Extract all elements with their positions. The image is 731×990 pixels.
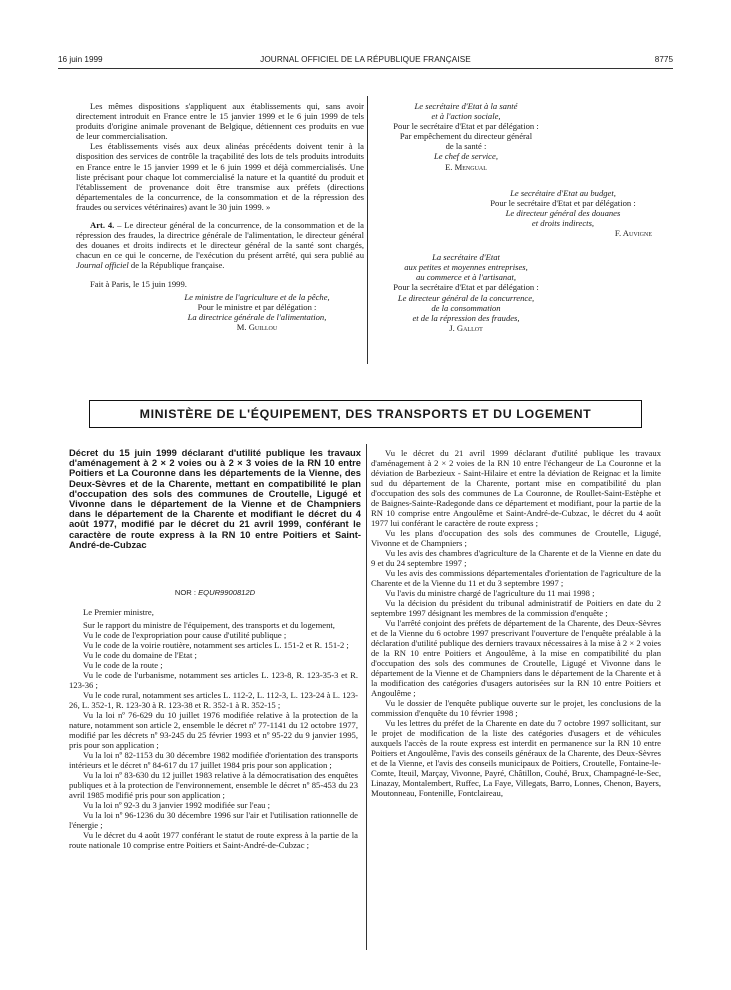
paragraph: Sur le rapport du ministre de l'équipement, des transports et du logement, [83, 620, 335, 630]
signature-line: Pour le secrétaire d'Etat et par délégation : [490, 197, 636, 208]
signature-line: Le secrétaire d'Etat à la santé [414, 101, 518, 111]
signatory-name: J. Gallot [449, 322, 483, 333]
paragraph: Vu le code du domaine de l'Etat ; [83, 650, 197, 660]
nor-label: NOR : [174, 588, 199, 597]
signatory-name: F. Auvigne [614, 228, 652, 239]
fait-a-paris: Fait à Paris, le 15 juin 1999. [90, 278, 187, 289]
paragraph: Vu les avis des chambres d'agriculture de la Charente et de la Vienne en date du 9 et du 24 septembre 1997 ; [371, 548, 661, 568]
paragraph: Vu le dossier de l'enquête publique ouverte sur le projet, les conclusions de la commission d'enquête du 10 février 1998 ; [371, 698, 661, 718]
nor-code: EQUR9900812D [198, 588, 256, 597]
paragraph: Vu le code rural, notamment ses articles L. 112-2, L. 112-3, L. 123-24 à L. 123-26, L. 352-1, R. 123-30 à R. 123-38 et R. 352-1 à R. 352-15 ; [69, 690, 358, 710]
signature-line: Le chef de service, [434, 151, 498, 162]
paragraph: Vu la loi nº 76-629 du 10 juillet 1976 modifiée relative à la protection de la nature, notamment son article 2, ensemble le décret nº 77-1141 du 12 octobre 1977, modifié par les décrets nº 93-245 du 25 février 1993 et nº 95-22 du 9 janvier 1995, pris pour son application ; [69, 710, 358, 750]
article-4-text: – Le directeur général de la concurrence, de la consommation et de la répression des fraudes, la directrice générale de l'alimentation, le directeur général des douanes et droits indirects et le directeur général de la santé sont chargés, chacun en ce qui le concerne, de l'exécution du présent arrêté, qui sera publié au [76, 220, 364, 261]
signature-line: de la consommation [431, 302, 501, 313]
journal-officiel-ref: Journal officiel [76, 260, 129, 271]
paragraph: Vu la décision du président du tribunal administratif de Poitiers en date du 2 septembre 1997 désignant les membres de la commission d'enquête ; [371, 598, 661, 618]
header-journal-title: JOURNAL OFFICIEL DE LA RÉPUBLIQUE FRANÇAISE [260, 55, 471, 64]
signatory-name: E. Mengual [445, 161, 487, 172]
article-4-end: de la République française. [128, 260, 225, 271]
paragraph: Vu l'avis du ministre chargé de l'agriculture du 11 mai 1998 ; [385, 588, 595, 598]
nor-reference [69, 588, 361, 597]
signature-line: et droits indirects, [531, 217, 595, 228]
paragraph: Vu le décret du 21 avril 1999 déclarant d'utilité publique les travaux d'aménagement à 2 × 2 voies de la RN 10 entre l'échangeur de La Couronne et la déviation de Barbezieux - Saint-Hilaire et entre la déviation de Reignac et la limite sud du département de la Charente, portant mise en compatibilité du plan d'occupation des sols des communes de La Couronne, de Roullet-Saint-Estèphe et de Baignes-Sainte-Radegonde dans ce département et modifiant, pour la partie de la RN 10 comprise entre Angoulême et Saint-André-de-Cubzac, le décret du 4 août 1977 lui conférant le caractère de route express ; [371, 448, 661, 528]
paragraph: Vu le décret du 4 août 1977 conférant le statut de route express à la partie de la route nationale 10 comprise entre Poitiers et Saint-André-de-Cubzac ; [69, 830, 358, 850]
signature-block-agriculture [150, 292, 364, 332]
top-left-column [76, 101, 364, 332]
ministry-heading-box [89, 400, 642, 428]
signature-line: de la santé : [445, 141, 487, 152]
article-4-label: Art. 4. [90, 220, 115, 231]
signature-line: Le secrétaire d'Etat au budget, [510, 187, 616, 198]
paragraph: Vu la loi nº 92-3 du 3 janvier 1992 modifiée sur l'eau ; [83, 800, 270, 810]
paragraph: Vu la loi nº 96-1236 du 30 décembre 1996 sur l'air et l'utilisation rationnelle de l'énergie ; [69, 810, 358, 830]
header-rule [58, 68, 673, 69]
signature-line: Par empêchement du directeur général [399, 131, 533, 142]
signature-line: Pour le secrétaire d'Etat et par délégation : [393, 121, 539, 132]
signature-line: Le directeur général des douanes [505, 207, 621, 218]
decree-title: Décret du 15 juin 1999 déclarant d'utilité publique les travaux d'aménagement à 2 × 2 voies ou à 2 × 3 voies de la RN 10 entre Poitiers et La Couronne dans les départements de la Vienne, des Deux-Sèvres et de la Charente, mettant en compatibilité le plan d'occupation des sols des communes de Croutelle, Ligugé et Vivonne dans le département de la Vienne et de Champniers dans le département de la Charente et modifiant le décret du 4 août 1977, modifié par le décret du 21 avril 1999, conférant le caractère de route express à la RN 10 entre Poitiers et Saint-André-de-Cubzac [69, 447, 361, 550]
top-right-column [372, 101, 658, 333]
paragraph: Vu la loi nº 82-1153 du 30 décembre 1982 modifiée d'orientation des transports intérieurs et le décret nº 84-617 du 17 juillet 1984 pris pour son application ; [69, 750, 358, 770]
paragraph: Vu les avis des commissions départementales d'orientation de l'agriculture de la Charente et de la Vienne du 11 et du 3 septembre 1997 ; [371, 568, 661, 588]
paragraph: Vu le code de l'urbanisme, notamment ses articles L. 123-8, R. 123-35-3 et R. 123-36 ; [69, 670, 358, 690]
signature-block-sante [372, 101, 560, 172]
signature-block-commerce [372, 252, 560, 333]
signature-line: Pour la secrétaire d'Etat et par délégation : [393, 282, 539, 293]
signature-line: aux petites et moyennes entreprises, [404, 262, 528, 273]
paragraph: Les établissements visés aux deux alinéas précédents doivent tenir à la disposition des services de contrôle la traçabilité des lots de tels produits introduits en France entre le 15 janvier 1999 et le 6 juin 1999 et déjà commercialisés. Une liste précisant pour chaque lot commercialisé la nature et la quantité du produit et l'établissement de provenance doit être transmise aux préfets (directions départementales de la concurrence, de la consommation et de la répression des fraudes ou services vétérinaires) avant le 30 juin 1999. » [76, 141, 364, 212]
signature-line: La directrice générale de l'alimentation, [187, 311, 327, 322]
signature-line: Le directeur général de la concurrence, [397, 292, 535, 303]
signature-line: et de la répression des fraudes, [412, 312, 520, 323]
header-date: 16 juin 1999 [58, 55, 103, 64]
signature-line: au commerce et à l'artisanat, [415, 272, 517, 283]
signature-line: Pour le ministre et par délégation : [197, 301, 317, 312]
signatory-name: M. Guillou [236, 321, 278, 332]
paragraph: Vu l'arrêté conjoint des préfets de département de la Charente, des Deux-Sèvres et de la Vienne du 6 octobre 1997 prescrivant l'ouverture de l'enquête préalable à la déclaration d'utilité publique des derniers travaux nécessaires à la mise à 2 × 2 voies de la RN 10 entre Poitiers et Angoulême, à la mise en compatibilité du plan d'occupation des sols des communes de Croutelle, Ligugé et Vivonne dans le département de la Vienne et de Champniers dans le département de la Charente et à la modification des catégories d'usagers autorisées sur la RN 10 entre Poitiers et Angoulême ; [371, 618, 661, 698]
paragraph: Vu les plans d'occupation des sols des communes de Croutelle, Ligugé, Vivonne et de Champniers ; [371, 528, 661, 548]
article-4 [76, 220, 364, 270]
paragraph: Les mêmes dispositions s'appliquent aux établissements qui, sans avoir directement introduit en France entre le 15 janvier 1999 et le 6 juin 1999 de tels produits d'origine animale provenant de Belgique, détiennent ces produits en vue de leur commercialisation. [76, 101, 364, 142]
decree-left-column [69, 607, 358, 850]
column-divider [367, 96, 368, 364]
column-divider [366, 444, 367, 950]
page-header [58, 55, 673, 69]
signature-line: Le ministre de l'agriculture et de la pêche, [184, 291, 330, 302]
ministry-heading: MINISTÈRE DE L'ÉQUIPEMENT, DES TRANSPORTS ET DU LOGEMENT [139, 407, 592, 421]
paragraph: Vu les lettres du préfet de la Charente en date du 7 octobre 1997 sollicitant, sur le projet de modification de la liste des catégories d'usagers et de véhicules auxquels l'accès de la route express est interdit en permanence sur la RN 10 entre Poitiers et Angoulême, l'avis des conseils généraux de la Charente, des Deux-Sèvres et de la Vienne, et l'avis des conseils municipaux de Poitiers, Croutelle, Fontaine-le-Comte, Iteuil, Marçay, Vivonne, Payré, Châtillon, Couhé, Brux, Champagné-le-Sec, Linazay, Montalembert, Ruffec, La Faye, Villegats, Barro, Lonnes, Chenon, Bayers, Moutonneau, Fontenille, Fontclaireau, [371, 718, 661, 798]
signature-block-budget [468, 188, 658, 238]
paragraph: Vu le code de la route ; [83, 660, 163, 670]
paragraph: Vu la loi nº 83-630 du 12 juillet 1983 relative à la démocratisation des enquêtes publiques et à la protection de l'environnement, ensemble le décret nº 85-453 du 23 avril 1985 modifié pris pour son application ; [69, 770, 358, 800]
signature-line: et à l'action sociale, [431, 111, 501, 122]
paragraph: Le Premier ministre, [83, 607, 154, 617]
header-page-number: 8775 [654, 55, 673, 64]
paragraph: Vu le code de la voirie routière, notamment ses articles L. 151-2 et R. 151-2 ; [83, 640, 349, 650]
decree-right-column [371, 448, 661, 798]
signature-line: La secrétaire d'Etat [432, 252, 500, 263]
paragraph: Vu le code de l'expropriation pour cause d'utilité publique ; [83, 630, 287, 640]
